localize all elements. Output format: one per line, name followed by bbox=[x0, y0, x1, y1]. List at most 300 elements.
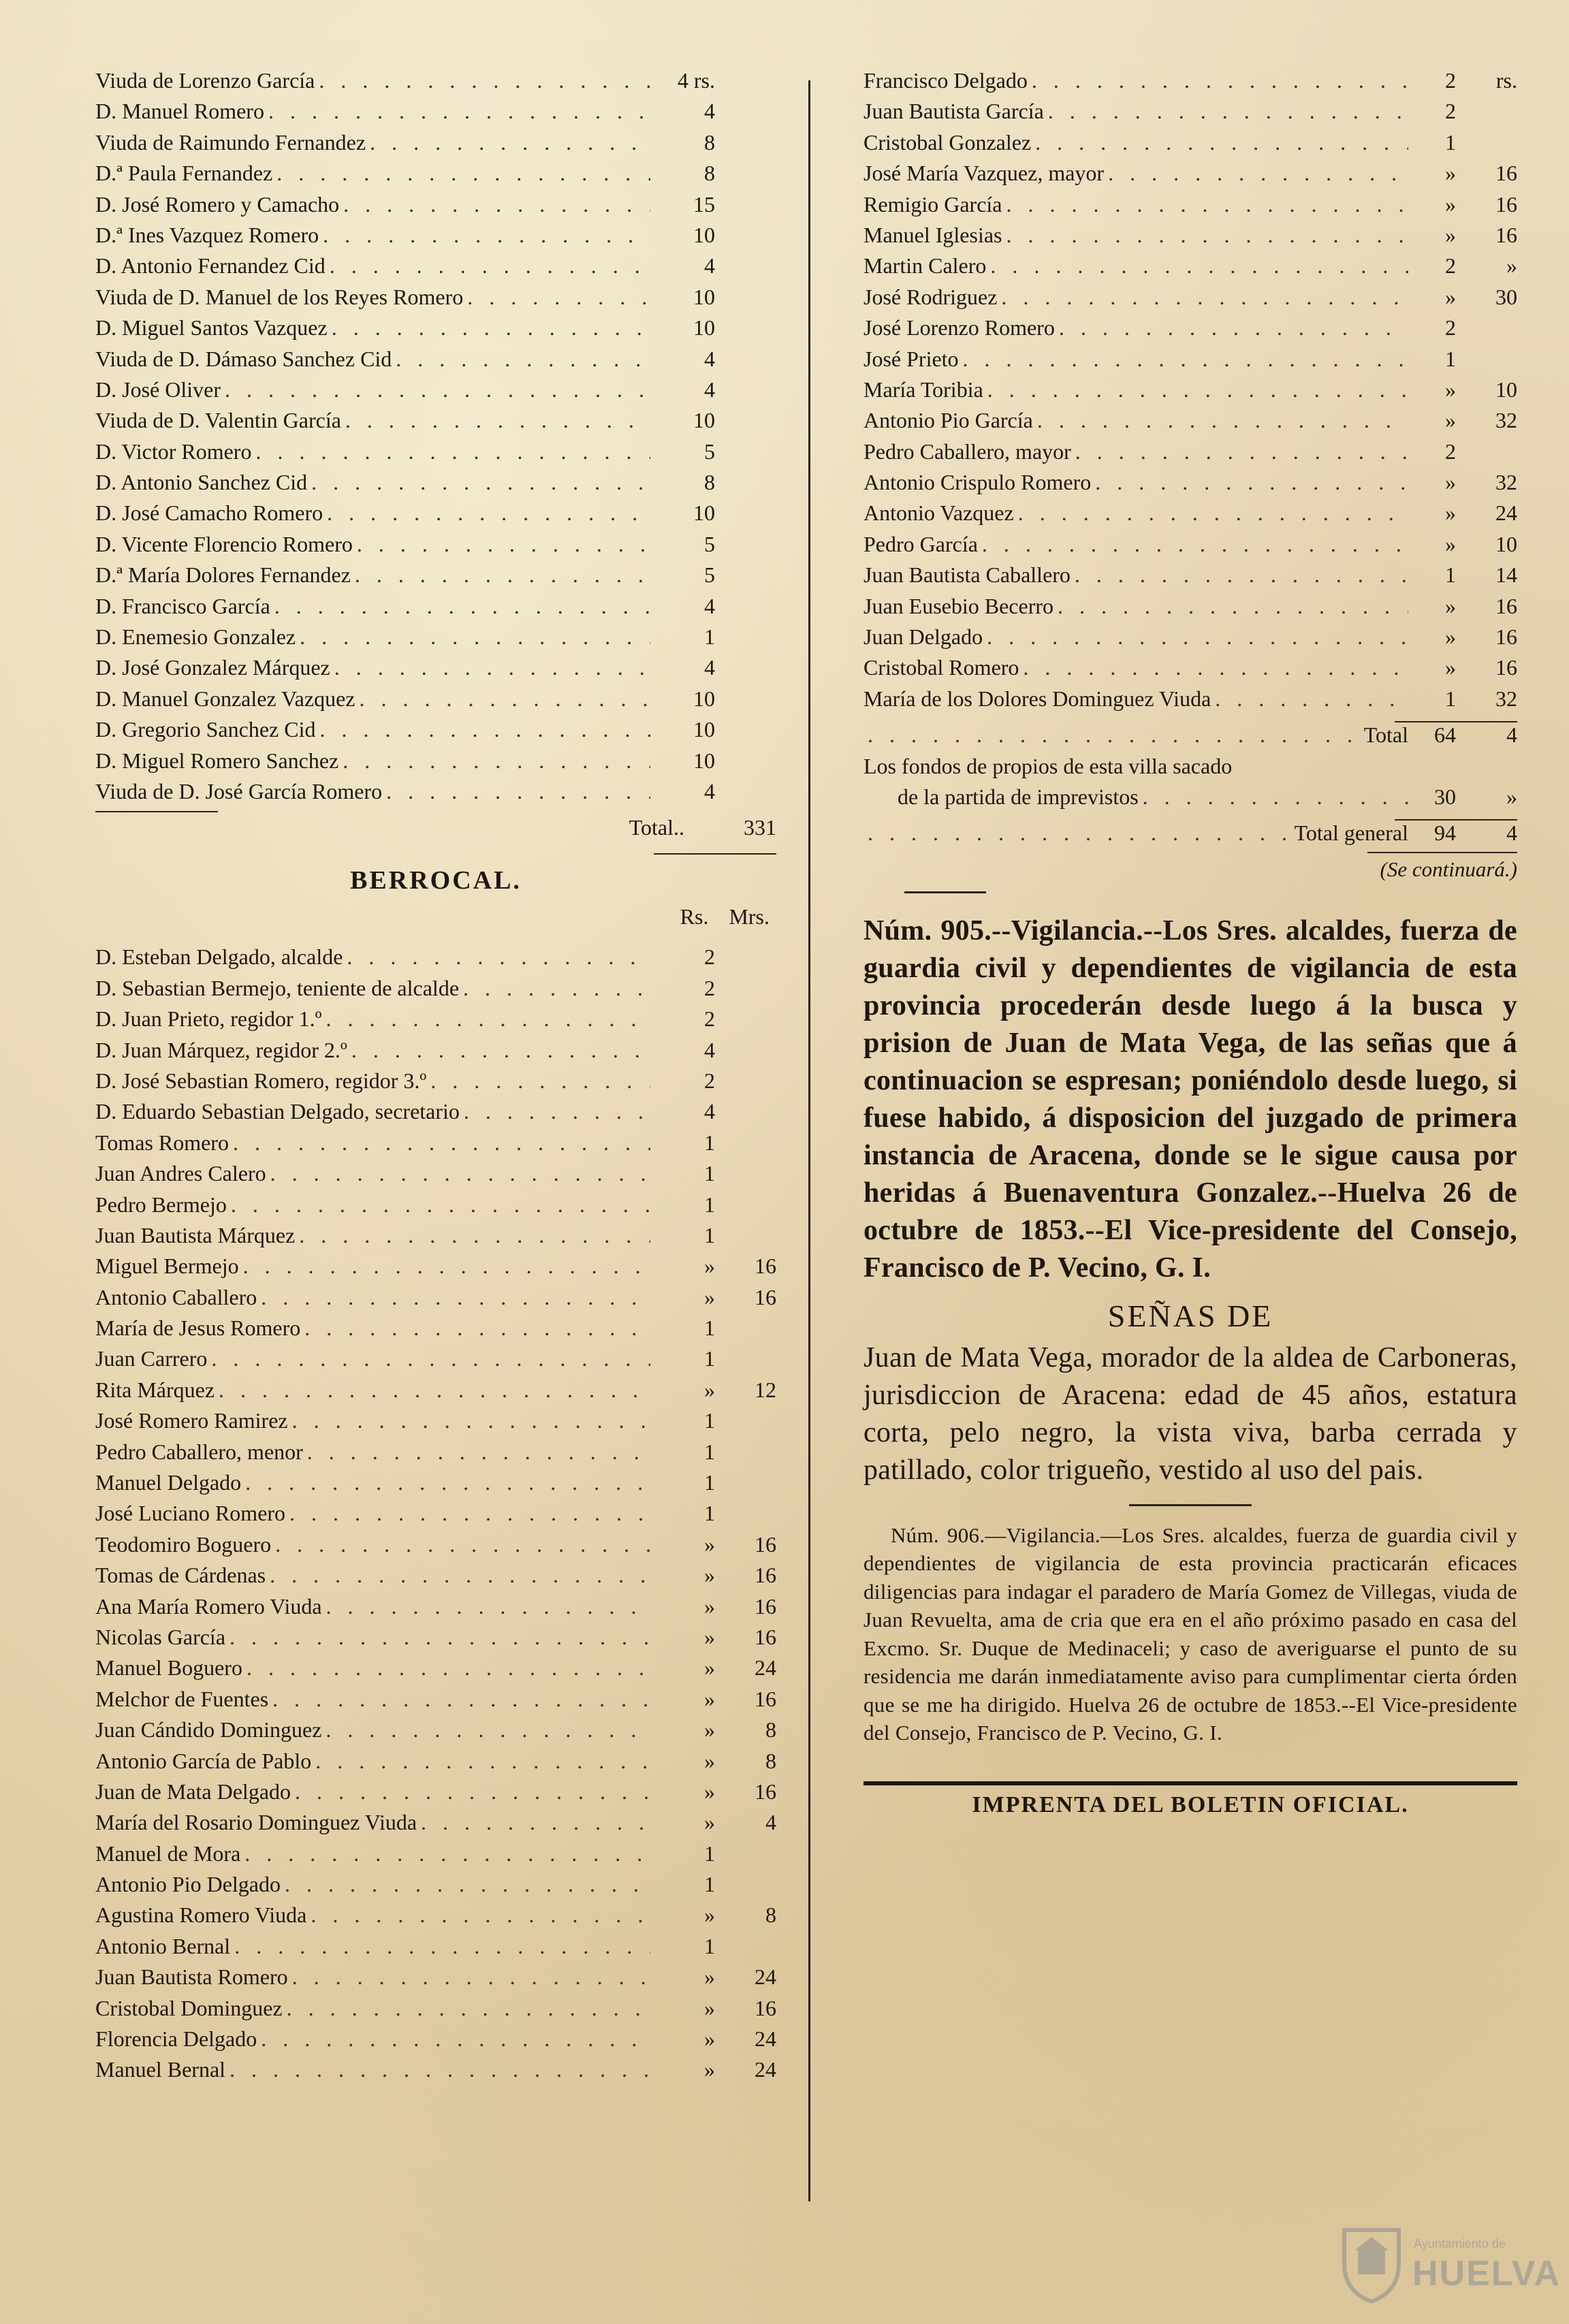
entry-name: Tomas de Cárdenas bbox=[95, 1563, 266, 1588]
notice-905: Núm. 905.--Vigilancia.--Los Sres. alcaldes, fuerza de guardia civil y dependientes de vigilancia de esta provincia procederán desde luego á la busca y prision de Juan de Mata Vega, de las señas que á continuacion se espresan; poniéndolo desde luego, si fuese habido, á disposicion del juzgado de primera instancia de Aracena, donde se le sigue causa por heridas á Buenaventura Gonzalez.--Huelva 26 de octubre de 1853.--El Vice-presidente del Consejo, Francisco de P. Vecino, G. I. bbox=[863, 914, 1517, 1284]
leader-dots bbox=[978, 532, 1408, 557]
entry-name: Martin Calero bbox=[863, 253, 987, 278]
leader-dots bbox=[330, 655, 650, 680]
entry-reales: » bbox=[1445, 377, 1456, 402]
entry-name: Pedro Bermejo bbox=[95, 1192, 227, 1217]
entry-name: Antonio Crispulo Romero bbox=[863, 470, 1092, 495]
donor-list-1 bbox=[95, 68, 776, 810]
leader-dots bbox=[338, 748, 650, 774]
grand-total-row bbox=[863, 821, 1517, 851]
grand-total-mrs: 4 bbox=[1506, 821, 1517, 846]
entry-name: Pedro Caballero, menor bbox=[95, 1439, 303, 1464]
list-item bbox=[863, 439, 1517, 470]
entry-name: Juan de Mata Delgado bbox=[95, 1779, 291, 1804]
list-item bbox=[95, 562, 776, 593]
entry-name: D. Miguel Romero Sanchez bbox=[95, 748, 339, 773]
entry-maravedis: 16 bbox=[755, 1686, 776, 1711]
list-item bbox=[95, 500, 776, 531]
entry-reales: 1 bbox=[704, 1316, 715, 1341]
entry-reales: » bbox=[704, 1377, 715, 1402]
entry-reales: 1 bbox=[704, 624, 715, 650]
grand-total-label: Total general bbox=[1294, 821, 1408, 846]
entry-maravedis: 16 bbox=[1495, 655, 1517, 680]
entry-name: Juan Eusebio Becerro bbox=[863, 593, 1054, 618]
section-title-berrocal: BERROCAL. bbox=[350, 866, 522, 895]
entry-reales: 2 bbox=[704, 1006, 715, 1032]
entry-reales: » bbox=[704, 1903, 715, 1928]
leader-dots bbox=[863, 821, 1295, 846]
entry-name: Tomas Romero bbox=[95, 1130, 229, 1155]
entry-maravedis: 10 bbox=[1495, 531, 1517, 556]
entry-maravedis: 16 bbox=[755, 1624, 776, 1649]
entry-name: Melchor de Fuentes bbox=[95, 1686, 269, 1711]
list-item bbox=[95, 655, 776, 686]
list-item bbox=[95, 748, 776, 779]
entry-reales: 2 bbox=[1445, 439, 1456, 464]
entry-reales: » bbox=[704, 1624, 715, 1649]
leader-dots bbox=[983, 377, 1408, 402]
leader-dots bbox=[1211, 686, 1408, 712]
entry-reales: 10 bbox=[693, 748, 715, 773]
entry-reales: 4 bbox=[704, 593, 715, 618]
entry-name: D.ª Ines Vazquez Romero bbox=[95, 222, 319, 247]
leader-dots bbox=[426, 1068, 650, 1094]
list-item bbox=[95, 315, 776, 346]
list-item bbox=[95, 2057, 776, 2088]
leader-dots bbox=[1031, 130, 1408, 155]
leader-dots bbox=[266, 1161, 650, 1186]
list-item bbox=[863, 347, 1517, 377]
leader-dots bbox=[315, 717, 650, 742]
leader-dots bbox=[355, 686, 650, 712]
list-item bbox=[95, 1161, 776, 1192]
leader-dots bbox=[986, 253, 1408, 278]
grand-total-rs: 94 bbox=[1434, 821, 1456, 846]
leader-dots bbox=[1028, 68, 1408, 93]
leader-dots bbox=[459, 976, 650, 1001]
entry-name: D. Gregorio Sanchez Cid bbox=[95, 717, 316, 742]
list-item bbox=[95, 1779, 776, 1810]
leader-dots bbox=[303, 1439, 650, 1465]
leader-dots bbox=[322, 1006, 650, 1032]
leader-dots bbox=[257, 1285, 650, 1310]
entry-name: Juan Bautista García bbox=[863, 99, 1044, 124]
list-item bbox=[95, 1872, 776, 1903]
entry-name: Pedro Caballero, mayor bbox=[863, 439, 1071, 464]
col-rs-header: Rs. bbox=[680, 904, 709, 929]
leader-dots bbox=[207, 1346, 650, 1371]
entry-maravedis: 10 bbox=[1495, 377, 1517, 402]
list-item bbox=[95, 1099, 776, 1130]
list-item bbox=[95, 532, 776, 562]
entry-name: Juan Bautista Romero bbox=[95, 1964, 288, 1990]
entry-name: D. José Oliver bbox=[95, 377, 221, 402]
rule bbox=[654, 853, 776, 855]
senas-text: Juan de Mata Vega, morador de la aldea de Carboneras, jurisdiccion de Aracena: edad de 45 años, estatura corta, pelo negro, la vista viva, barba cerrada y patillado, color trigueño, vestido al uso del pais. bbox=[863, 1341, 1517, 1486]
leader-dots bbox=[315, 68, 650, 93]
entry-reales: 10 bbox=[693, 222, 715, 247]
leader-dots bbox=[319, 223, 650, 248]
leader-dots bbox=[347, 1038, 650, 1063]
leader-dots bbox=[351, 562, 650, 588]
entry-maravedis: 16 bbox=[755, 1995, 776, 2020]
list-item bbox=[95, 1563, 776, 1593]
entry-name: Teodomiro Boguero bbox=[95, 1531, 272, 1557]
entry-reales: 4 bbox=[704, 377, 715, 402]
entry-maravedis: 30 bbox=[1495, 284, 1517, 309]
column-divider bbox=[808, 80, 810, 2201]
leader-dots bbox=[281, 1872, 650, 1897]
total-rs: 64 bbox=[1434, 722, 1456, 748]
entry-name: Manuel Delgado bbox=[95, 1470, 242, 1495]
list-item bbox=[863, 686, 1517, 717]
entry-reales: » bbox=[1445, 470, 1456, 495]
list-item bbox=[95, 192, 776, 223]
fondos-mrs: » bbox=[1506, 784, 1517, 809]
list-item bbox=[95, 408, 776, 439]
list-item bbox=[863, 285, 1517, 315]
entry-name: D.ª María Dolores Fernandez bbox=[95, 562, 351, 588]
list-item bbox=[95, 1655, 776, 1686]
leader-dots bbox=[291, 1779, 650, 1804]
entry-maravedis: 24 bbox=[1495, 500, 1517, 526]
entry-reales: » bbox=[704, 1655, 715, 1681]
entry-reales: 10 bbox=[693, 717, 715, 742]
entry-reales: » bbox=[704, 1686, 715, 1711]
list-item bbox=[95, 347, 776, 377]
fondos-line-2 bbox=[863, 784, 1517, 815]
list-item bbox=[95, 1316, 776, 1346]
entry-reales: 1 bbox=[704, 1439, 715, 1464]
list-item bbox=[95, 1006, 776, 1037]
list-item bbox=[95, 68, 776, 99]
leader-dots bbox=[1071, 562, 1408, 588]
entry-name: D. Francisco García bbox=[95, 593, 270, 618]
leader-dots bbox=[1002, 192, 1408, 217]
entry-maravedis: 16 bbox=[755, 1593, 776, 1619]
entry-reales: 8 bbox=[704, 470, 715, 495]
leader-dots bbox=[1033, 408, 1408, 433]
entry-reales: 1 bbox=[1445, 129, 1456, 155]
entry-maravedis: 24 bbox=[755, 1964, 776, 1990]
continued-note: (Se continuará.) bbox=[1380, 857, 1517, 881]
entry-reales: 10 bbox=[693, 284, 715, 309]
entry-maravedis: 8 bbox=[765, 1717, 776, 1742]
entry-reales: 1 bbox=[704, 1933, 715, 1958]
list-item bbox=[95, 624, 776, 655]
list-item bbox=[863, 223, 1517, 253]
entry-maravedis: rs. bbox=[1495, 68, 1517, 93]
entry-reales: » bbox=[704, 1593, 715, 1619]
entry-name: Antonio García de Pablo bbox=[95, 1748, 312, 1773]
entry-reales: » bbox=[704, 1284, 715, 1309]
watermark-word: HUELVA bbox=[1412, 2254, 1562, 2293]
watermark-small-text: Ayuntamiento de bbox=[1414, 2237, 1506, 2250]
leader-dots bbox=[341, 408, 650, 433]
entry-maravedis: 32 bbox=[1495, 686, 1517, 711]
leader-dots bbox=[288, 1964, 650, 1990]
leader-dots bbox=[283, 1996, 650, 2021]
senas-title: SEÑAS DE bbox=[1107, 1298, 1273, 1333]
list-item bbox=[95, 1408, 776, 1439]
donor-list-2 bbox=[95, 944, 776, 2088]
list-item bbox=[95, 1841, 776, 1872]
leader-dots bbox=[339, 192, 650, 217]
entry-maravedis: 32 bbox=[1495, 470, 1517, 495]
entry-maravedis: 16 bbox=[1495, 161, 1517, 186]
list-item bbox=[95, 1717, 776, 1748]
entry-reales: » bbox=[1445, 161, 1456, 186]
leader-dots bbox=[240, 1841, 650, 1866]
entry-reales: » bbox=[704, 1563, 715, 1588]
entry-name: D. Eduardo Sebastian Delgado, secretario bbox=[95, 1099, 460, 1124]
list-item bbox=[95, 1996, 776, 2026]
entry-name: D. Esteban Delgado, alcalde bbox=[95, 944, 343, 970]
entry-maravedis: 24 bbox=[755, 2026, 776, 2052]
leader-dots bbox=[264, 99, 650, 124]
list-item bbox=[95, 1223, 776, 1254]
entry-maravedis: 4 bbox=[765, 1810, 776, 1835]
leader-dots bbox=[242, 1655, 650, 1681]
leader-dots bbox=[296, 624, 650, 650]
list-item bbox=[95, 1470, 776, 1501]
fondos-line-1 bbox=[863, 754, 1517, 784]
notice-906: Núm. 906.—Vigilancia.—Los Sres. alcaldes, fuerza de guardia civil y dependientes de vigilancia de esta provincia practicarán eficaces diligencias para indagar el paradero de María Gomez de Villegas, viuda de Juan Revuelta, ama de cria que era en el año próximo pasado en casa del Excmo. Sr. Duque de Medinaceli; y caso de averiguarse el punto de su residencia me darán inmediatamente aviso para cumplimentar cierta órden que se me ha dirigido. Huelva 26 de octubre de 1853.--El Vice-presidente del Consejo, Francisco de P. Vecino, G. I. bbox=[863, 1523, 1517, 1745]
entry-name: José Luciano Romero bbox=[95, 1501, 286, 1526]
huelva-watermark bbox=[1337, 2223, 1562, 2305]
entry-name: D. Vicente Florencio Romero bbox=[95, 531, 353, 556]
leader-dots bbox=[328, 315, 650, 340]
entry-reales: 2 bbox=[704, 1068, 715, 1093]
list-item bbox=[95, 99, 776, 129]
leader-dots bbox=[230, 1934, 650, 1959]
leader-dots bbox=[271, 1532, 650, 1557]
entry-name: D. Sebastian Bermejo, teniente de alcalde bbox=[95, 975, 460, 1000]
entry-name: D. José Camacho Romero bbox=[95, 500, 323, 526]
entry-reales: 8 bbox=[704, 129, 715, 155]
leader-dots bbox=[460, 1099, 650, 1124]
entry-name: Ana María Romero Viuda bbox=[95, 1593, 322, 1619]
leader-dots bbox=[300, 1316, 650, 1341]
entry-reales: 2 bbox=[1445, 99, 1456, 124]
leader-dots bbox=[322, 1594, 650, 1619]
fondos-rs: 30 bbox=[1434, 784, 1456, 809]
list-item bbox=[95, 1810, 776, 1841]
list-item bbox=[95, 1285, 776, 1316]
entry-reales: » bbox=[1445, 593, 1456, 618]
fondos-text-1: Los fondos de propios de esta villa sacado bbox=[863, 753, 1233, 778]
list-item bbox=[863, 532, 1517, 562]
entry-name: Manuel Boguero bbox=[95, 1655, 242, 1681]
entry-name: D. Miguel Santos Vazquez bbox=[95, 315, 328, 340]
leader-dots bbox=[288, 1408, 650, 1433]
entry-name: Viuda de D. José García Romero bbox=[95, 778, 383, 803]
leader-dots bbox=[343, 944, 650, 970]
entry-name: Nicolas García bbox=[95, 1624, 226, 1649]
entry-maravedis: » bbox=[1506, 253, 1517, 278]
entry-reales: 2 bbox=[1445, 68, 1456, 93]
entry-reales: 4 bbox=[704, 253, 715, 278]
entry-name: D. Victor Romero bbox=[95, 439, 252, 464]
entry-name: Francisco Delgado bbox=[863, 68, 1028, 93]
entry-name: José Rodriguez bbox=[863, 284, 998, 309]
entry-maravedis: 32 bbox=[1495, 408, 1517, 433]
entry-reales: 10 bbox=[693, 686, 715, 711]
leader-dots bbox=[997, 285, 1408, 310]
list-item bbox=[95, 1501, 776, 1531]
entry-name: Miguel Bermejo bbox=[95, 1254, 239, 1279]
entry-name: Agustina Romero Viuda bbox=[95, 1903, 307, 1928]
entry-maravedis: 16 bbox=[755, 1284, 776, 1309]
leader-dots bbox=[959, 347, 1408, 372]
entry-reales: 1 bbox=[1445, 346, 1456, 371]
list-item bbox=[95, 130, 776, 161]
entry-reales: 5 bbox=[704, 531, 715, 556]
entry-reales: 1 bbox=[704, 1872, 715, 1897]
list-item bbox=[863, 624, 1517, 655]
leader-dots bbox=[307, 470, 650, 495]
entry-name: Antonio Vazquez bbox=[863, 500, 1014, 526]
entry-maravedis: 14 bbox=[1495, 562, 1517, 588]
list-item bbox=[95, 1625, 776, 1655]
leader-dots bbox=[1014, 500, 1408, 526]
leader-dots bbox=[229, 1130, 650, 1156]
leader-dots bbox=[1071, 439, 1408, 464]
entry-reales: » bbox=[1445, 500, 1456, 526]
list-item bbox=[95, 1346, 776, 1377]
entry-name: José Romero Ramirez bbox=[95, 1408, 288, 1433]
entry-maravedis: 16 bbox=[1495, 624, 1517, 650]
entry-reales: 5 bbox=[704, 439, 715, 464]
entry-name: Viuda de D. Dámaso Sanchez Cid bbox=[95, 346, 392, 371]
entry-reales: » bbox=[704, 1964, 715, 1990]
entry-maravedis: 8 bbox=[765, 1748, 776, 1773]
entry-reales: » bbox=[704, 1254, 715, 1279]
entry-reales: » bbox=[1445, 655, 1456, 680]
entry-reales: 4 rs. bbox=[677, 68, 715, 93]
entry-name: María del Rosario Dominguez Viuda bbox=[95, 1810, 417, 1835]
list-item bbox=[95, 161, 776, 191]
shield-icon bbox=[1337, 2223, 1406, 2305]
entry-name: Juan Bautista Márquez bbox=[95, 1222, 296, 1247]
leader-dots bbox=[1104, 161, 1408, 186]
entry-reales: 4 bbox=[704, 655, 715, 680]
entry-reales: 2 bbox=[704, 975, 715, 1000]
leader-dots bbox=[1139, 784, 1408, 810]
entry-name: María Toribia bbox=[863, 377, 983, 402]
entry-reales: 1 bbox=[704, 1192, 715, 1217]
entry-reales: » bbox=[704, 1810, 715, 1835]
list-item bbox=[863, 253, 1517, 284]
list-item bbox=[95, 1130, 776, 1161]
list-item bbox=[95, 1964, 776, 1995]
entry-name: D. Antonio Fernandez Cid bbox=[95, 253, 326, 278]
list-item bbox=[95, 1192, 776, 1223]
list-item bbox=[95, 594, 776, 624]
list-item bbox=[863, 161, 1517, 191]
list-item bbox=[95, 1254, 776, 1284]
list-item bbox=[863, 192, 1517, 223]
leader-dots bbox=[323, 500, 650, 526]
leader-dots bbox=[225, 1625, 650, 1650]
entry-name: Antonio Pio García bbox=[863, 408, 1033, 433]
entry-reales: 1 bbox=[704, 1408, 715, 1433]
list-item bbox=[863, 315, 1517, 346]
list-item bbox=[863, 562, 1517, 593]
entry-reales: » bbox=[704, 1748, 715, 1773]
entry-maravedis: 16 bbox=[1495, 593, 1517, 618]
list-item bbox=[863, 470, 1517, 500]
list-item bbox=[95, 1903, 776, 1933]
rule bbox=[95, 811, 218, 812]
list-item bbox=[95, 1068, 776, 1099]
list-item bbox=[863, 130, 1517, 161]
list-item bbox=[95, 944, 776, 975]
list-item bbox=[95, 223, 776, 253]
entry-name: Pedro García bbox=[863, 531, 978, 556]
leader-dots bbox=[227, 1192, 650, 1217]
entry-reales: 2 bbox=[704, 944, 715, 970]
entry-name: D. José Romero y Camacho bbox=[95, 191, 340, 217]
entry-name: Juan Cándido Dominguez bbox=[95, 1717, 322, 1742]
entry-reales: 4 bbox=[704, 1099, 715, 1124]
entry-maravedis: 12 bbox=[755, 1377, 776, 1402]
list-item bbox=[95, 285, 776, 315]
entry-maravedis: 16 bbox=[755, 1254, 776, 1279]
entry-reales: » bbox=[1445, 284, 1456, 309]
entry-name: Cristobal Dominguez bbox=[95, 1995, 283, 2020]
entry-name: Juan Bautista Caballero bbox=[863, 562, 1071, 588]
list-item bbox=[95, 779, 776, 810]
entry-reales: » bbox=[1445, 191, 1456, 217]
leader-dots bbox=[311, 1749, 650, 1774]
leader-dots bbox=[1044, 99, 1408, 124]
entry-maravedis: 16 bbox=[755, 1563, 776, 1588]
imprenta-footer: IMPRENTA DEL BOLETIN OFICIAL. bbox=[972, 1792, 1409, 1817]
entry-name: José María Vazquez, mayor bbox=[863, 161, 1105, 186]
entry-reales: 5 bbox=[704, 562, 715, 588]
leader-dots bbox=[215, 1378, 650, 1403]
entry-maravedis: 16 bbox=[1495, 222, 1517, 247]
entry-reales: » bbox=[704, 1531, 715, 1557]
entry-name: D. Manuel Gonzalez Vazquez bbox=[95, 686, 355, 711]
list-item bbox=[95, 976, 776, 1006]
leader-dots bbox=[417, 1810, 650, 1835]
entry-reales: 4 bbox=[704, 1037, 715, 1062]
entry-name: Viuda de Raimundo Fernandez bbox=[95, 129, 366, 155]
list-item bbox=[95, 1687, 776, 1717]
entry-name: D. Antonio Sanchez Cid bbox=[95, 470, 308, 495]
leader-dots bbox=[1091, 470, 1408, 495]
list-item bbox=[95, 1532, 776, 1563]
total-mrs: 4 bbox=[1506, 722, 1517, 748]
list-item bbox=[863, 377, 1517, 408]
col-mrs-header: Mrs. bbox=[729, 904, 770, 929]
list-item bbox=[95, 717, 776, 748]
entry-maravedis: 24 bbox=[755, 1655, 776, 1681]
entry-name: Juan Carrero bbox=[95, 1346, 208, 1371]
list-item bbox=[863, 68, 1517, 99]
entry-name: Cristobal Romero bbox=[863, 655, 1019, 680]
rule bbox=[863, 1781, 1517, 1785]
list-item bbox=[863, 99, 1517, 129]
list-item bbox=[95, 2026, 776, 2057]
leader-dots bbox=[241, 1470, 650, 1495]
leader-dots bbox=[285, 1501, 650, 1526]
entry-reales: 4 bbox=[704, 346, 715, 371]
entry-name: D. Enemesio Gonzalez bbox=[95, 624, 296, 650]
entry-reales: 10 bbox=[693, 315, 715, 340]
